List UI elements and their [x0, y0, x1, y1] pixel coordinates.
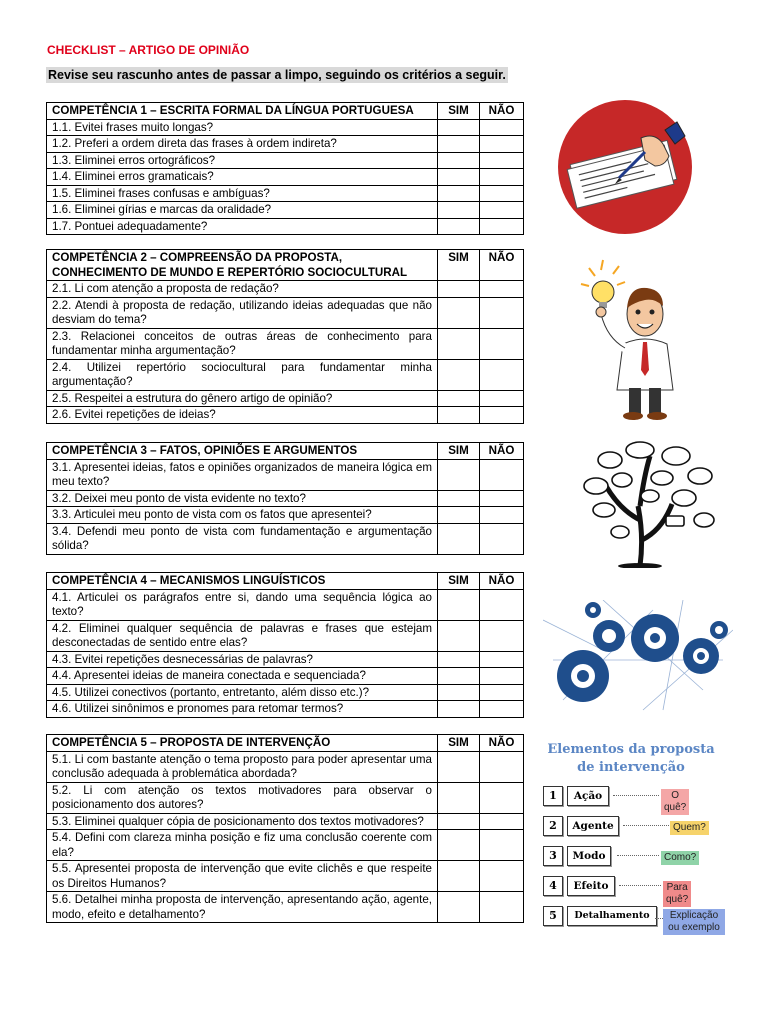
nao-header: NÃO — [480, 573, 524, 590]
nao-header: NÃO — [480, 443, 524, 460]
page-title: CHECKLIST – ARTIGO DE OPINIÃO — [47, 43, 250, 57]
nao-cell[interactable] — [480, 202, 524, 219]
sim-header: SIM — [438, 443, 480, 460]
sim-cell[interactable] — [438, 701, 480, 718]
checklist-table-5 — [46, 734, 524, 923]
sim-cell[interactable] — [438, 328, 480, 359]
table-row — [47, 651, 524, 668]
sim-cell[interactable] — [438, 169, 480, 186]
sim-cell[interactable] — [438, 589, 480, 620]
checklist-question: 4.1. Articulei os parágrafos entre si, dando uma sequência lógica ao texto? — [47, 589, 438, 620]
table-row — [47, 297, 524, 328]
checklist-question: 2.3. Relacionei conceitos de outras áreas de conhecimento para fundamentar minha argumentação? — [47, 328, 438, 359]
nao-cell[interactable] — [480, 119, 524, 136]
nao-cell[interactable] — [480, 185, 524, 202]
element-question: O quê? — [661, 789, 689, 815]
sim-cell[interactable] — [438, 751, 480, 782]
table-heading: COMPETÊNCIA 4 – MECANISMOS LINGUÍSTICOS — [47, 573, 438, 590]
sim-header: SIM — [438, 735, 480, 752]
sim-cell[interactable] — [438, 830, 480, 861]
checklist-question: 1.1. Evitei frases muito longas? — [47, 119, 438, 136]
checklist-question: 2.2. Atendi à proposta de redação, utilizando ideias adequadas que não desviam do tema? — [47, 297, 438, 328]
table-row — [47, 507, 524, 524]
writing-hand-icon — [553, 100, 697, 234]
table-heading: COMPETÊNCIA 5 – PROPOSTA DE INTERVENÇÃO — [47, 735, 438, 752]
checklist-question: 3.4. Defendi meu ponto de vista com fundamentação e argumentação sólida? — [47, 523, 438, 554]
checklist-question: 2.5. Respeitei a estrutura do gênero artigo de opinião? — [47, 390, 438, 407]
nao-cell[interactable] — [480, 407, 524, 424]
nao-cell[interactable] — [480, 297, 524, 328]
table-row — [47, 830, 524, 861]
table-row — [47, 620, 524, 651]
table-row — [47, 861, 524, 892]
element-number: 3 — [543, 846, 563, 866]
elements-title: Elementos da proposta de intervenção — [547, 742, 715, 775]
table-row — [47, 782, 524, 813]
table-row — [47, 892, 524, 923]
sim-cell[interactable] — [438, 813, 480, 830]
nao-cell[interactable] — [480, 281, 524, 298]
sim-cell[interactable] — [438, 359, 480, 390]
nao-header: NÃO — [480, 103, 524, 120]
table-row — [47, 185, 524, 202]
lightbulb-man-icon — [567, 252, 687, 422]
checklist-question: 1.5. Eliminei frases confusas e ambíguas? — [47, 185, 438, 202]
nao-cell[interactable] — [480, 507, 524, 524]
checklist-question: 2.4. Utilizei repertório sociocultural para fundamentar minha argumentação? — [47, 359, 438, 390]
element-number: 2 — [543, 816, 563, 836]
table-row — [47, 328, 524, 359]
table-row — [47, 701, 524, 718]
checklist-table-3 — [46, 442, 524, 555]
sim-cell[interactable] — [438, 459, 480, 490]
dotted-connector — [617, 855, 659, 856]
sim-header: SIM — [438, 103, 480, 120]
idea-tree-icon — [580, 440, 718, 568]
table-row — [47, 202, 524, 219]
checklist-question: 4.5. Utilizei conectivos (portanto, entretanto, além disso etc.)? — [47, 684, 438, 701]
nao-cell[interactable] — [480, 813, 524, 830]
element-question: Para quê? — [663, 881, 691, 907]
checklist-question: 5.6. Detalhei minha proposta de intervenção, apresentando ação, agente, modo, efeito e detalhamento? — [47, 892, 438, 923]
nao-cell[interactable] — [480, 782, 524, 813]
element-label: Efeito — [567, 876, 615, 896]
nao-cell[interactable] — [480, 359, 524, 390]
page-subtitle: Revise seu rascunho antes de passar a limpo, seguindo os critérios a seguir. — [48, 68, 506, 82]
sim-cell[interactable] — [438, 119, 480, 136]
element-label: Agente — [567, 816, 619, 836]
checklist-question: 5.5. Apresentei proposta de intervenção que evite clichês e que respeite os Direitos Humanos? — [47, 861, 438, 892]
sim-cell[interactable] — [438, 136, 480, 153]
sim-cell[interactable] — [438, 281, 480, 298]
checklist-question: 5.1. Li com bastante atenção o tema proposto para poder apresentar uma conclusão adequada à problemática abordada? — [47, 751, 438, 782]
checklist-question: 4.2. Eliminei qualquer sequência de palavras e frases que estejam desconectadas de sentido entre elas? — [47, 620, 438, 651]
nao-cell[interactable] — [480, 668, 524, 685]
sim-cell[interactable] — [438, 523, 480, 554]
table-row — [47, 813, 524, 830]
checklist-question: 3.3. Articulei meu ponto de vista com os fatos que apresentei? — [47, 507, 438, 524]
table-row — [47, 169, 524, 186]
dotted-connector — [613, 795, 659, 796]
checklist-question: 3.2. Deixei meu ponto de vista evidente no texto? — [47, 490, 438, 507]
checklist-table-2 — [46, 249, 524, 424]
sim-cell[interactable] — [438, 218, 480, 235]
dotted-connector — [619, 885, 661, 886]
nao-cell[interactable] — [480, 152, 524, 169]
sim-cell[interactable] — [438, 185, 480, 202]
element-label: Ação — [567, 786, 609, 806]
nao-cell[interactable] — [480, 751, 524, 782]
sim-header: SIM — [438, 250, 480, 281]
sim-cell[interactable] — [438, 490, 480, 507]
nao-cell[interactable] — [480, 830, 524, 861]
dotted-connector — [655, 918, 663, 919]
element-number: 4 — [543, 876, 563, 896]
table-row — [47, 136, 524, 153]
checklist-question: 4.4. Apresentei ideias de maneira conectada e sequenciada? — [47, 668, 438, 685]
table-row — [47, 152, 524, 169]
table-row — [47, 119, 524, 136]
table-heading: COMPETÊNCIA 2 – COMPREENSÃO DA PROPOSTA, CONHECIMENTO DE MUNDO E REPERTÓRIO SOCIOCULTURAL — [47, 250, 438, 281]
table-row — [47, 589, 524, 620]
checklist-question: 1.4. Eliminei erros gramaticais? — [47, 169, 438, 186]
checklist-question: 4.6. Utilizei sinônimos e pronomes para retomar termos? — [47, 701, 438, 718]
checklist-question: 5.3. Eliminei qualquer cópia de posicionamento dos textos motivadores? — [47, 813, 438, 830]
nao-header: NÃO — [480, 250, 524, 281]
table-row — [47, 459, 524, 490]
table-row — [47, 490, 524, 507]
nao-cell[interactable] — [480, 892, 524, 923]
dotted-connector — [623, 825, 669, 826]
nao-cell[interactable] — [480, 328, 524, 359]
sim-cell[interactable] — [438, 620, 480, 651]
checklist-question: 1.6. Eliminei gírias e marcas da oralidade? — [47, 202, 438, 219]
checklist-question: 5.2. Li com atenção os textos motivadores para observar o posicionamento dos autores? — [47, 782, 438, 813]
sim-cell[interactable] — [438, 297, 480, 328]
nao-cell[interactable] — [480, 523, 524, 554]
sim-cell[interactable] — [438, 407, 480, 424]
element-question: Quem? — [670, 821, 709, 835]
checklist-question: 4.3. Evitei repetições desnecessárias de palavras? — [47, 651, 438, 668]
element-question: Explicação ou exemplo — [663, 909, 725, 935]
table-row — [47, 668, 524, 685]
sim-cell[interactable] — [438, 390, 480, 407]
table-row — [47, 218, 524, 235]
gears-network-icon — [543, 600, 733, 712]
nao-cell[interactable] — [480, 861, 524, 892]
sim-cell[interactable] — [438, 861, 480, 892]
table-row — [47, 407, 524, 424]
nao-cell[interactable] — [480, 620, 524, 651]
sim-cell[interactable] — [438, 202, 480, 219]
checklist-question: 1.2. Preferi a ordem direta das frases à ordem indireta? — [47, 136, 438, 153]
table-row — [47, 359, 524, 390]
nao-cell[interactable] — [480, 651, 524, 668]
sim-cell[interactable] — [438, 892, 480, 923]
checklist-table-1 — [46, 102, 524, 235]
element-number: 1 — [543, 786, 563, 806]
table-heading: COMPETÊNCIA 1 – ESCRITA FORMAL DA LÍNGUA PORTUGUESA — [47, 103, 438, 120]
nao-cell[interactable] — [480, 459, 524, 490]
sim-cell[interactable] — [438, 668, 480, 685]
table-heading: COMPETÊNCIA 3 – FATOS, OPINIÕES E ARGUMENTOS — [47, 443, 438, 460]
table-row — [47, 523, 524, 554]
element-label: Detalhamento — [567, 906, 657, 926]
sim-cell[interactable] — [438, 507, 480, 524]
nao-cell[interactable] — [480, 390, 524, 407]
element-question: Como? — [661, 851, 699, 865]
element-label: Modo — [567, 846, 611, 866]
table-row — [47, 751, 524, 782]
nao-cell[interactable] — [480, 169, 524, 186]
checklist-question: 1.3. Eliminei erros ortográficos? — [47, 152, 438, 169]
checklist-question: 5.4. Defini com clareza minha posição e fiz uma conclusão coerente com ela? — [47, 830, 438, 861]
sim-cell[interactable] — [438, 684, 480, 701]
table-row — [47, 390, 524, 407]
nao-cell[interactable] — [480, 490, 524, 507]
sim-header: SIM — [438, 573, 480, 590]
nao-cell[interactable] — [480, 589, 524, 620]
checklist-question: 1.7. Pontuei adequadamente? — [47, 218, 438, 235]
sim-cell[interactable] — [438, 782, 480, 813]
nao-cell[interactable] — [480, 701, 524, 718]
table-row — [47, 281, 524, 298]
sim-cell[interactable] — [438, 651, 480, 668]
element-number: 5 — [543, 906, 563, 926]
sim-cell[interactable] — [438, 152, 480, 169]
nao-header: NÃO — [480, 735, 524, 752]
checklist-question: 2.6. Evitei repetições de ideias? — [47, 407, 438, 424]
checklist-question: 3.1. Apresentei ideias, fatos e opiniões organizados de maneira lógica em meu texto? — [47, 459, 438, 490]
nao-cell[interactable] — [480, 136, 524, 153]
checklist-table-4 — [46, 572, 524, 718]
table-row — [47, 684, 524, 701]
checklist-question: 2.1. Li com atenção a proposta de redação? — [47, 281, 438, 298]
nao-cell[interactable] — [480, 684, 524, 701]
nao-cell[interactable] — [480, 218, 524, 235]
